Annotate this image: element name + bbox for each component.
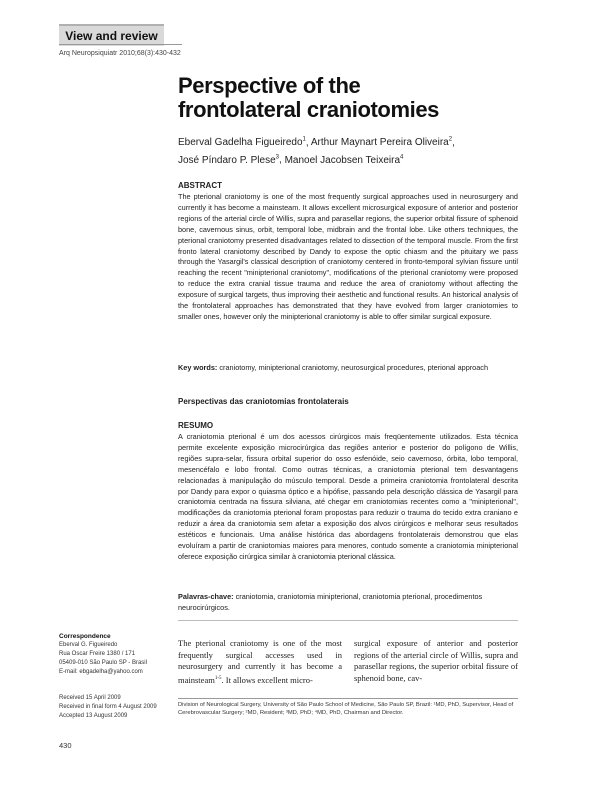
author: Arthur Maynart Pereira Oliveira$^2$ [310, 137, 453, 149]
correspondence-heading: Correspondence [59, 633, 111, 640]
abstract-heading: ABSTRACT [178, 181, 222, 190]
correspondence-street: Rua Oscar Freire 1380 / 171 [59, 651, 136, 657]
correspondence [59, 632, 169, 677]
correspondence-email: E-mail: ebgadelha@yahoo.com [59, 669, 143, 675]
correspondence-name: Eberval G. Figueiredo [59, 642, 118, 648]
journal-citation: Arq Neuropsiquiatr 2010;68(3):430-432 [59, 50, 181, 57]
resumo-text: A craniotomia pterional é um dos acessos cirúrgicos mais freqüentemente utilizados. Esta técnica permite excelente exposição microcirúrgica das regiões anterior e posterior do polígono de Willis, regiões supra-selar, fissura orbital superior do osso esfenóide, seio cavernoso, órbita, lobo temporal, mesencéfalo e lobo frontal. Como outras técnicas, a craniotomia pterional tem desvantagens relacionadas à manipulação do músculo temporal. Desde a primeira craniotomia frontolateral descrita por Dandy para expor o quiasma óptico e a hipófise, passando pela descrição clássica de Yasargil para craniotomia centrada na fissura silviana, até chegar em craniotomias recentes como a "minipterional", modificações da craniotomia pterional foram propostas para reduzir o trauma do tecido extra craniano e reduzir a área da craniotomia sem afetar a exposição dos alvos cirúrgicos e melhorar seus resultados estéticos e funcionais. Uma análise histórica das abordagens frontolaterais demonstrou que elas evoluíram a partir de craniotomias maiores para menores, contudo somente a craniotomia minipterional oferece exposição cirúrgica similar à craniotomia pterional clássica. [178, 432, 518, 561]
abstract-text: The pterional craniotomy is one of the most frequently surgical approaches used in neurosurgery and currently it has become a mainsteam. It allows excellent microsurgical exposure of anterior and posterior regions of the arterial circle of Willis, supra and parasellar regions, the superior orbital fissure of sphenoid bone, cavernous sinus, orbit, temporal lobe, midbrain and the frontal lobe. Like others techniques, the pterional craniotomy presented disadvantages related to dissection of the temporal muscle. From the first fronto lateral craniotomy described by Dandy to expose the optic chiasm and the pituitary we pass through the Yasargil's classical description of craniotomy centered in fronto-temporal sylvian fissure until reaching the recent "minipterional craniotomy", modifications of the pterional craniotomy were proposed to reduce the extra cranial tissue trauma and reduce the area of craniotomy without affecting the exposure of surgical targets, thus improving their aesthetic and functional results. An historical analysis of the frontolateral approaches has demonstrated that they have evolved from larger craniotomies to smaller ones, however only the minipterional craniotomy is able to offer similar surgical exposure. [178, 192, 518, 321]
author: Eberval Gadelha Figueiredo$^1$ [178, 137, 306, 149]
correspondence-city: 05409-010 São Paulo SP - Brasil [59, 660, 147, 666]
author: Manoel Jacobsen Teixeira$^4$ [284, 154, 404, 166]
title-line-1: Perspective of the [178, 73, 361, 98]
date-accepted: Accepted 13 August 2009 [59, 713, 128, 719]
portuguese-title: Perspectivas das craniotomias frontolaterais [178, 397, 349, 406]
body-column-1: The pterional craniotomy is one of the most frequently surgical accesses used in neurosurgery and currently it has become a mainsteam$^{1-5}$. It allows excellent micro- [178, 638, 342, 685]
footnote-rule [178, 698, 518, 699]
section-label: View and review [65, 29, 158, 43]
date-final: Received in final form 4 August 2009 [59, 704, 157, 710]
reference-marker: 1-5 [214, 675, 222, 681]
affiliation-footnote: Division of Neurological Surgery, University of São Paulo School of Medicine, São Paulo SP, Brazil: ¹MD, PhD, Supervisor, Head of Cerebrovascular Surgery; ²MD, Resident; ³MD, PhD; ⁴MD, PhD, Chairman and Director. [178, 702, 514, 717]
palavras-chave [178, 592, 518, 614]
resumo-heading: RESUMO [178, 421, 214, 430]
palavras-label: Palavras-chave: [178, 592, 234, 601]
article-dates [59, 694, 169, 721]
keywords-label: Key words: [178, 363, 218, 372]
section-tab [59, 24, 164, 46]
author-list: Eberval Gadelha Figueiredo$^1$, Arthur Maynart Pereira Oliveira$^2$, José Píndaro P. Plese$^3$, Manoel Jacobsen Teixeira$^4$ [178, 137, 455, 166]
page-number: 430 [59, 741, 72, 750]
title-line-2: frontolateral craniotomies [178, 97, 439, 122]
section-divider [178, 620, 518, 621]
keywords [178, 363, 518, 374]
author: José Píndaro P. Plese$^3$ [178, 154, 279, 166]
palavras-text: craniotomia, craniotomia minipterional, craniotomia pterional, procedimentos neurocirúrgicos. [178, 592, 483, 612]
article-title [178, 74, 518, 122]
keywords-text: craniotomy, minipterional craniotomy, neurosurgical procedures, pterional approach [219, 363, 489, 372]
body-column-2: surgical exposure of anterior and posterior regions of the arterial circle of Willis, supra and parasellar regions, the superior orbital fissure of sphenoid bone, cav- [354, 638, 518, 683]
date-received: Received 15 April 2009 [59, 695, 121, 701]
section-rule [59, 44, 182, 45]
